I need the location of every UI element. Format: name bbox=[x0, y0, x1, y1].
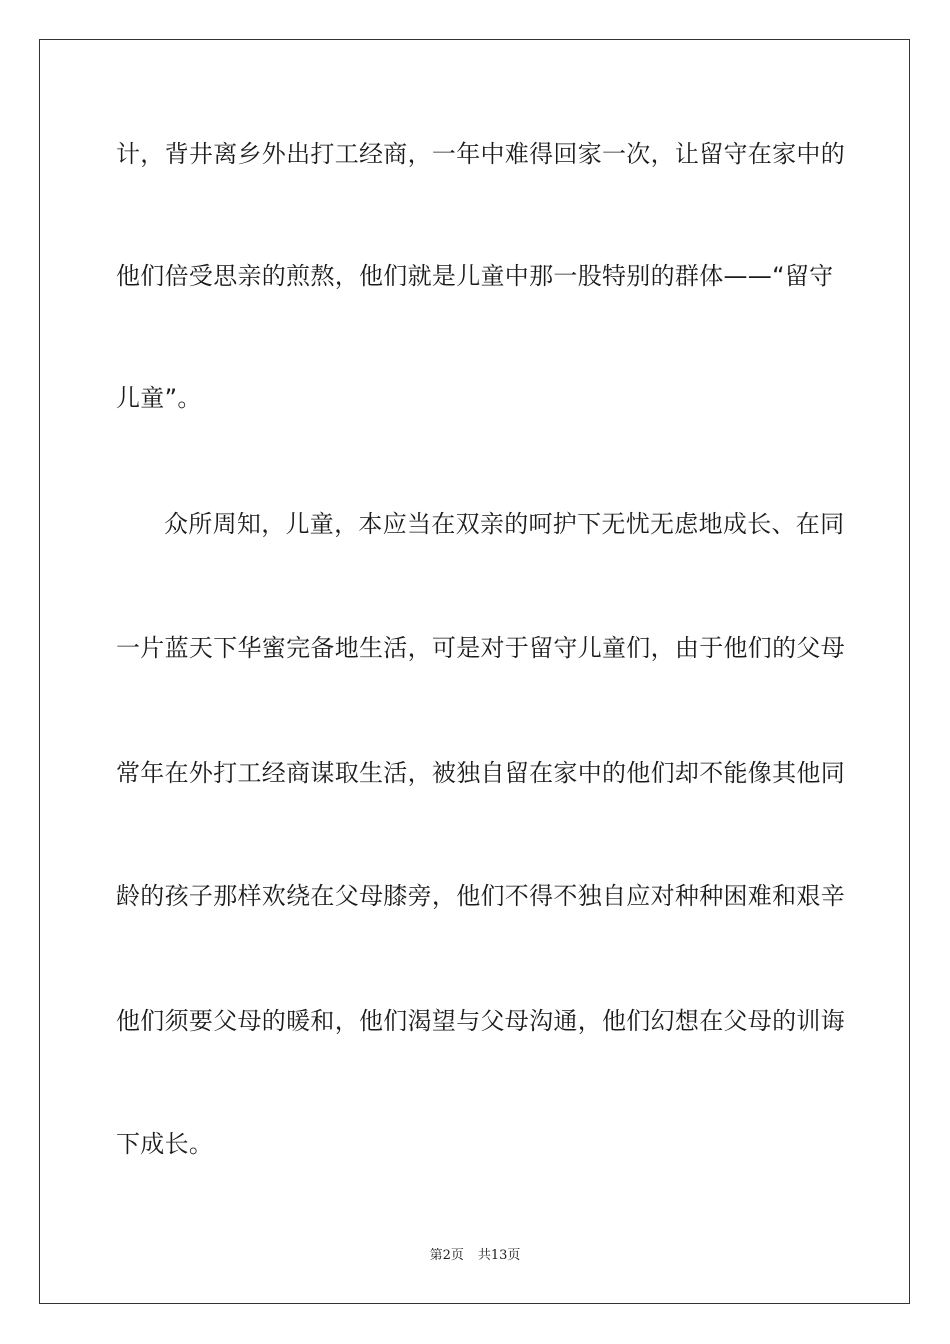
paragraph-line-9: 下成长。 bbox=[116, 1130, 214, 1158]
page-number: 第2页 bbox=[429, 1248, 464, 1263]
paragraph-line-8: 他们须要父母的暖和，他们渴望与父母沟通，他们幻想在父母的训诲 bbox=[116, 1007, 845, 1035]
paragraph-line-2: 他们倍受思亲的煎熬，他们就是儿童中那一股特别的群体——“留守 bbox=[116, 262, 834, 290]
page-footer bbox=[0, 1247, 950, 1265]
paragraph-line-6: 常年在外打工经商谋取生活，被独自留在家中的他们却不能像其他同 bbox=[116, 759, 845, 787]
paragraph-line-1: 计，背井离乡外出打工经商，一年中难得回家一次，让留守在家中的 bbox=[116, 140, 845, 168]
paragraph-line-5: 一片蓝天下华蜜完备地生活，可是对于留守儿童们，由于他们的父母 bbox=[116, 634, 845, 662]
page-total: 共13页 bbox=[477, 1248, 521, 1263]
paragraph-line-3: 儿童”。 bbox=[116, 384, 202, 412]
paragraph-line-7: 龄的孩子那样欢绕在父母膝旁，他们不得不独自应对种种困难和艰辛 bbox=[116, 882, 845, 910]
paragraph-line-4: 众所周知，儿童，本应当在双亲的呵护下无忧无虑地成长、在同 bbox=[164, 510, 845, 538]
page-border bbox=[39, 39, 910, 1304]
